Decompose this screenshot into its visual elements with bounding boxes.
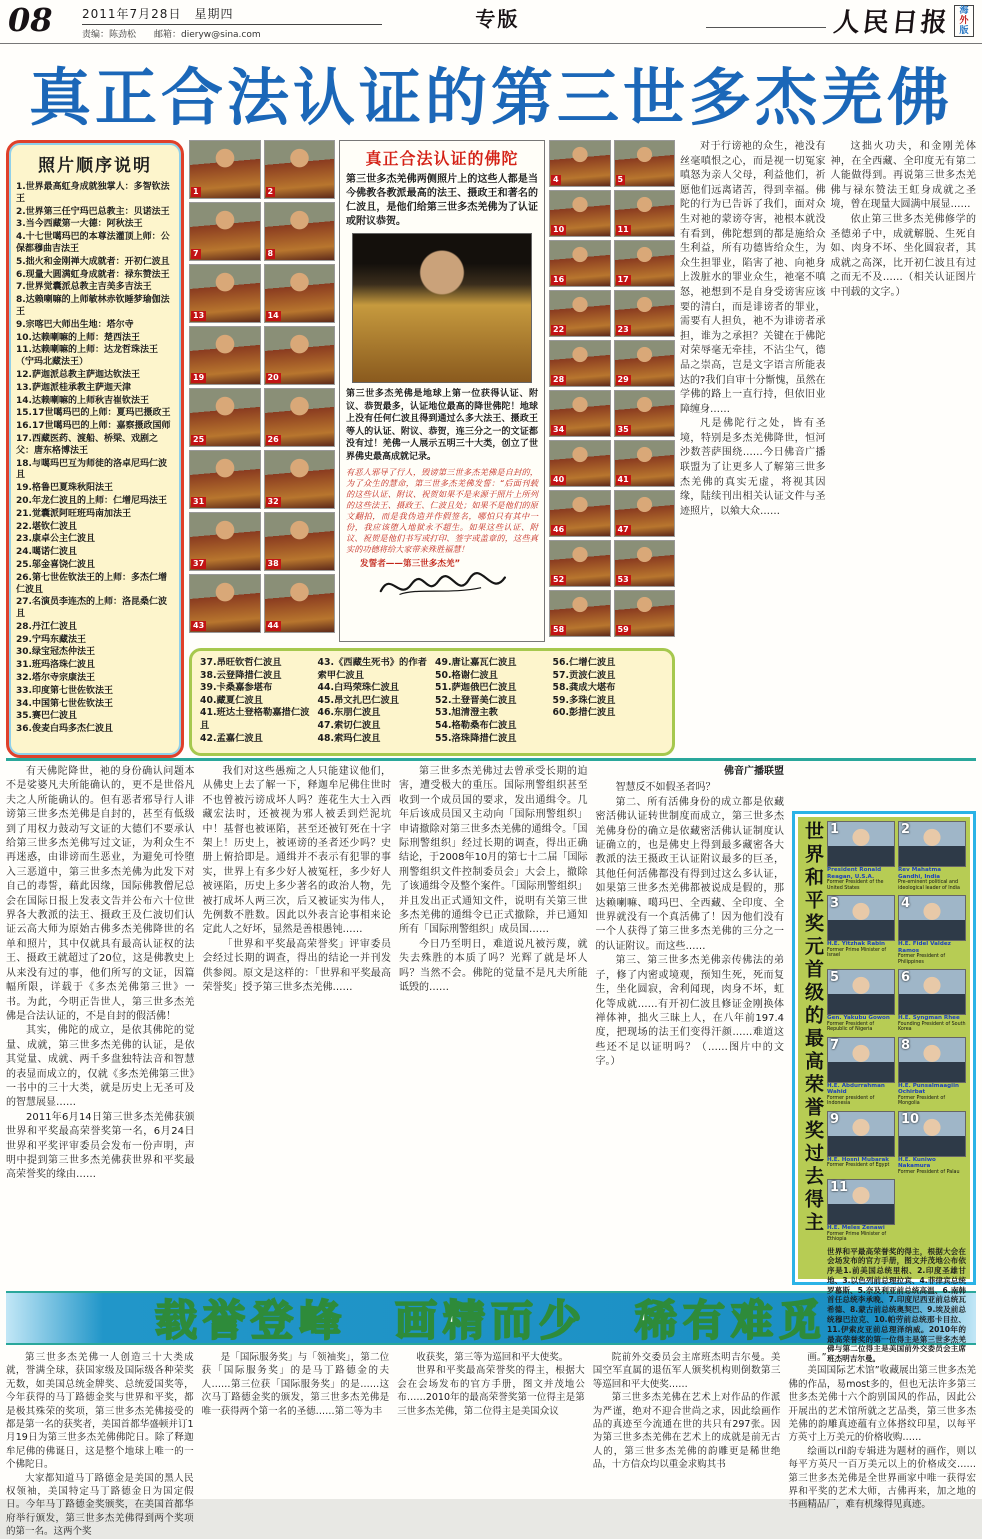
photo-order-item: 5.拙火和金刚禅大成就者：开初仁波且 <box>16 256 170 267</box>
byline: 佛音广播联盟 <box>724 766 784 777</box>
leader-photo <box>898 1037 966 1083</box>
leader-entry <box>898 1037 966 1108</box>
photo-order-item: 41.班达土登格勒嘉措仁波且 <box>200 707 310 731</box>
photo-number-badge: 11 <box>617 225 629 234</box>
photo-order-item: 38.云登降措仁波且 <box>200 669 282 681</box>
bottom-banner-text: 载誉登峰 画精而少 稀有难觅 <box>154 1296 827 1345</box>
photo-order-item: 4.十七世噶玛巴的本尊法灌顶上师：公保都穆曲吉法王 <box>16 232 170 254</box>
peace-box-caption: 世界和平最高荣誉奖的得主，根据大会在会场发布的官方手册，图文并茂地公布依序是1.前美国总统里根、2.印度圣雄甘地、3.以色列前总理拉宾、4.菲律宾总统罗慕斯、5.奈及利亚前总统高温、6.南韩首任总统李承晚、7.印度尼西亚前总统瓦希德、8.蒙古前总统奥契巴、9.埃及前总统穆巴拉克、10.帕劳前总统那卡目拉、11.伊索皮亚前总理泽纳威。2010年的最高荣誉奖的第一位得主是第三世多杰羌佛与第二位得主是美国前外交委员会主席班杰明吉尔曼。 <box>827 1246 966 1364</box>
photo-number-badge: 34 <box>553 425 565 434</box>
photo-thumbnail <box>189 388 261 447</box>
leader-entry <box>827 895 895 966</box>
photo-order-item: 55.洛珠降措仁波且 <box>435 732 517 744</box>
photo-thumbnail <box>614 240 676 287</box>
article-column-top-1 <box>680 140 826 758</box>
photo-number-badge: 16 <box>553 275 565 284</box>
photo-number-badge: 22 <box>553 325 565 334</box>
peace-box-body <box>827 821 966 1364</box>
leader-number: 6 <box>901 970 911 985</box>
leader-number: 2 <box>901 822 911 837</box>
photo-thumbnail <box>614 340 676 387</box>
article-column-bottom-4 <box>593 1351 781 1489</box>
photo-order-item: 19.格鲁巴夏珠秋阳法王 <box>16 483 113 494</box>
photo-order-item: 23.康卓公主仁波且 <box>16 534 95 545</box>
photo-order-item: 54.格勒桑布仁波且 <box>435 719 517 731</box>
masthead-rule <box>706 27 826 28</box>
photo-thumbnail <box>189 450 261 509</box>
leader-entry <box>827 1037 895 1108</box>
article-paragraph: 第二、所有活佛身份的成立都是依藏密活佛认证转世制度而成立，第三世多杰羌佛身份的确立是依藏密活佛认证制度认证确立的，也是佛史上得到最多藏密各大教派的法王摄政王认证附议最多的巨圣，其他任何活佛都没有得到过这么多认证，如果第三世多杰羌佛都被说成是假的，那达赖喇嘛、噶玛巴、全西藏、全印度、全世界就没有一个真活佛了！因为他们没有一个人获得了第三世多杰羌佛的三分之一的认证附议。而这些…… <box>595 796 784 952</box>
badge-char: 海 <box>959 5 969 16</box>
leader-number: 3 <box>830 896 840 911</box>
photo-order-item: 43.《西藏生死书》的作者索甲仁波且 <box>317 657 427 681</box>
masthead <box>706 2 974 39</box>
leader-name: H.E. Fidel Valdez Ramos <box>898 941 951 954</box>
photo-order-item: 16.17世噶玛巴的上师：嘉察摄政国师 <box>16 421 171 432</box>
photo-number-badge: 59 <box>617 625 629 634</box>
certification-title: 真正合法认证的佛陀 <box>365 149 519 168</box>
photo-number-badge: 10 <box>553 225 565 234</box>
photo-number-badge: 53 <box>617 575 629 584</box>
photo-order-item: 51.萨迦俄巴仁波且 <box>435 682 517 694</box>
article-paragraph: 这拙火功夫，和金刚羌体神，在全西藏、全印度无有第二人能做得到。再说第三世多杰羌佛与禄东赞法王虹身成就之圣境，曾在现量大圆满中展显…… <box>830 141 976 211</box>
photo-number-badge: 44 <box>267 621 279 630</box>
article-paragraph-group <box>596 781 785 1069</box>
article-paragraph: 世界和平奖最高荣誉奖的得主，根据大会在会场发布的官方手册，图文并茂地公布……2010年的最高荣誉奖第一位得主是第三世多杰羌佛，第二位得主是美国众议 <box>397 1365 585 1417</box>
photo-number-badge: 35 <box>617 425 629 434</box>
photo-thumbnail <box>264 450 336 509</box>
peace-box-title: 世界和平奖元首级的最高荣誉奖过去得主 <box>802 821 824 1235</box>
leader-title: Former Prime Minister of Israel <box>827 947 887 958</box>
photo-order-item: 34.中国第七世佐钦法王 <box>16 698 113 709</box>
photo-order-item: 45.昂文扎巴仁波且 <box>317 694 400 706</box>
article-paragraph: 今日乃至明日，难道说凡被污蔑，就失去殊胜的本质了吗？光辉了就是坏人吗？当然不会。佛陀的觉量不是凡夫所能诋毁的…… <box>399 938 588 994</box>
photo-order-item: 25.邬金喜饶仁波且 <box>16 559 95 570</box>
leader-title: Former President of Republic of Nigeria <box>827 1021 875 1032</box>
leader-entry <box>898 895 966 966</box>
photo-order-item: 2.世界第三任宁玛巴总教主：贝诺法王 <box>16 206 170 217</box>
photo-thumbnail <box>614 390 676 437</box>
photo-thumbnail <box>614 590 676 637</box>
photo-order-item: 18.与噶玛巴互为师徒的洛卓尼玛仁波且 <box>16 458 167 481</box>
photo-thumbnail <box>264 388 336 447</box>
photo-order-item: 17.西藏医药、渡船、桥梁、戏剧之父：唐东格博法王 <box>16 433 158 456</box>
photo-number-badge: 40 <box>553 475 565 484</box>
leader-photo <box>827 969 895 1015</box>
photo-order-item: 27.名演员李连杰的上师：洛昆桑仁波且 <box>16 597 167 620</box>
leader-number: 9 <box>830 1111 840 1127</box>
leader-name: H.E. Syngman Rhee <box>898 1015 960 1021</box>
header-rule <box>82 24 382 25</box>
leader-name: President Ronald Reagan, U.S.A. <box>827 867 882 880</box>
article-column-bottom-1 <box>6 1351 194 1538</box>
photo-order-item: 47.索切仁波且 <box>317 719 381 731</box>
leader-entry <box>827 821 895 892</box>
photo-thumbnail <box>549 540 611 587</box>
leader-entry <box>827 1111 895 1177</box>
photo-number-badge: 43 <box>193 621 205 630</box>
leader-entry <box>827 1179 895 1244</box>
article-column-bottom-3 <box>397 1351 585 1489</box>
photo-order-item: 58.龚成大堪布 <box>552 682 616 694</box>
photo-number-badge: 32 <box>267 497 279 506</box>
oath-text: 有恶人邪导了行人，毁谤第三世多杰羌佛是自封的，为了众生的慧命，第三世多杰羌佛发誓：“后面刊载的这些认证、附议、祝贺如果不是来源于照片上所列的这些法王、摄政王、仁波且处；如果不是他们的原文翻拍，而是我伪造并作假签名，哪怕只有其中一份，我应该堕入地狱永不超生。如果这些认证、附议、祝贺是他们书写或打印、签字或盖章的，这些真实的功德将给大家带来殊胜褔慧！ <box>346 467 538 554</box>
certification-box <box>339 140 545 642</box>
article-paragraph: 凡是佛陀行之处，皆有圣境，特别是多杰羌佛降世，恒河沙数菩萨围绕……今日佛音广播联盟为了让更多人了解第三世多杰羌佛的真实无虚，将视其因缘，陆续刊出相关认证文件与圣迹照片，以飨大众…… <box>680 418 826 517</box>
article-paragraph: 院前外交委员会主席班杰明吉尔曼。美国空军直属的退伍军人颁奖机构则倒数第三等巡回和平大使奖…… <box>592 1352 781 1390</box>
photo-number-badge: 46 <box>553 525 565 534</box>
photo-order-item: 28.丹江仁波且 <box>16 621 77 632</box>
leader-name: H.E. Hosni Mubarak <box>827 1156 889 1163</box>
photo-number-badge: 23 <box>617 325 629 334</box>
photo-order-item: 24.噶诺仁波且 <box>16 547 77 558</box>
photo-number-badge: 37 <box>193 559 205 568</box>
leader-title: Former President of Egypt <box>827 1163 890 1168</box>
photo-order-item: 53.旭清澄主教 <box>435 707 498 719</box>
article-paragraph: 智慧反不如假圣者吗？ <box>615 782 716 794</box>
photo-thumbnail <box>549 340 611 387</box>
photo-number-badge: 17 <box>617 275 629 284</box>
article-column-mid-2 <box>203 765 392 1289</box>
photo-thumbnail <box>549 290 611 337</box>
photo-thumbnail <box>549 490 611 537</box>
photo-thumbnail <box>264 264 336 323</box>
world-peace-prize-inner <box>798 817 970 1364</box>
photo-number-badge: 26 <box>267 435 279 444</box>
article-paragraph: 有天佛陀降世，祂的身份确认问题本不是娑婆凡夫所能确认的，更不是世俗凡夫之人所能确认的。但有恶者邪导行人诽谤第三世多杰羌佛是自封的，甚至有低级到了用权力鼓动写文证的大德们不要承认给第三世多杰羌佛写过文证，为利众生不再迷惑，由诽谤而生恶业，为避免可怜堕入三恶道中，第三世多杰羌佛为此发下对自己的毒誓，藉此因缘，国际佛教僧尼总会在国际日报上发表文告并公布六十位世界各大教派的法王、摄政王及仁波切们认证云高大师为原始古佛多杰羌佛降世的名单和照片，其中仅就具有最高认证权的法王、摄政王就超过了20位，这是佛教史上从来没有过的事，他们所写的文证，因篇幅所限，详载于《多杰羌佛第三世》一书。为此，今明正告世人，第三世多杰羌佛是合法认证的，不是自封的假活佛！ <box>6 766 195 1022</box>
leader-name: Gen. Yakubu Gowon <box>827 1015 890 1021</box>
photo-order-item: 31.班玛洛珠仁波且 <box>16 660 95 671</box>
photo-order-item: 13.萨迦派桂承教主萨迦天津 <box>16 382 131 393</box>
article-column-bottom-5 <box>788 1351 976 1511</box>
numbered-col-2 <box>318 657 430 747</box>
photo-thumbnail <box>189 574 261 633</box>
photo-thumbnail <box>264 512 336 571</box>
photo-order-item: 12.萨迦派总教主萨迦达钦法王 <box>16 369 140 380</box>
leader-name: H.E. Punsalmaagiin Ochirbat <box>898 1082 959 1095</box>
article-column-mid-1 <box>6 765 195 1289</box>
photo-order-item: 39.卡桑嘉参堪布 <box>200 682 273 694</box>
world-peace-prize-box <box>792 811 976 1364</box>
page-header <box>0 0 982 44</box>
photo-order-item: 10.达赖喇嘛的上师：楚西法王 <box>16 332 140 343</box>
date-block <box>82 2 382 40</box>
photo-number-badge: 7 <box>193 249 199 258</box>
photo-thumbnail <box>264 326 336 385</box>
leader-number: 11 <box>830 1180 849 1195</box>
page-number: 08 <box>8 1 53 39</box>
article-paragraph: 第三世多杰羌佛一人创造三十大类成就，誉满全球，获国家级及国际级各种荣奖无数，如美国总统金牌奖、总统爱国奖等，今年获得的马丁路德金奖与世界和平奖，都是极其殊荣的奖项，第三世多杰羌佛接受的都是第一名的获奖者，美国首都华盛顿并订1月19日为第三世多杰羌佛佛陀日。除了释迦牟尼佛的佛诞日，这是整个地球上唯一的一个佛陀日。 <box>6 1352 194 1471</box>
leader-photo <box>827 1111 895 1157</box>
leader-photo <box>827 895 895 941</box>
photo-order-item: 11.达赖喇嘛的上师：达龙哲珠法王（宁玛北藏法王） <box>16 345 158 368</box>
article-column-mid-3 <box>399 765 588 1289</box>
photo-strip-left <box>189 140 335 642</box>
leader-number: 8 <box>901 1037 911 1053</box>
oath-signer: 发誓者——第三世多杰羌” <box>360 559 461 569</box>
photo-order-item: 36.俊麦白玛多杰仁波且 <box>16 724 113 735</box>
leader-title: Former Prime Minister of Ethiopia <box>827 1231 887 1242</box>
leader-entry <box>827 969 895 1034</box>
photo-order-item: 44.白玛荣珠仁波且 <box>317 682 400 694</box>
leader-photo <box>898 969 966 1015</box>
photo-order-item: 35.赛巴仁波且 <box>16 711 77 722</box>
leader-number: 1 <box>830 822 840 837</box>
photo-number-badge: 20 <box>267 373 279 382</box>
photo-thumbnail <box>549 440 611 487</box>
photo-thumbnail <box>549 590 611 637</box>
photo-strip-right <box>549 140 675 642</box>
leader-photo <box>827 821 895 867</box>
leader-title: Former President of the United States <box>827 880 884 891</box>
photo-order-item: 8.达赖喇嘛的上师敏林赤钦睡梦瑜伽法王 <box>16 295 170 317</box>
article-paragraph: 对于行谤祂的众生，祂没有丝毫嗔恨之心，而是视一切冤家嗔怒为亲人父母，利益他们，祈愿他们远离诸苦，得到幸福。佛陀的行为已告诉了我们，面对众生对祂的蒙谤夺害，祂根本就没有看到，佛陀想到的都是施给众生利益，所有功德皆给众生，为众生担罪业，陷害了祂、向祂身上泼脏水的罪业众生，祂毫不嗔怒，祂想到不是自身受谤害应该要的清白，而是诽谤者的罪业，需要有人担负，祂不为诽谤者承担，谁为之承担？关键在于佛陀对荣辱毫无牵挂，不沾尘气，德品之崇高，岂是文字语言所能表达的?我们自审十分惭愧，虽然在学佛的路上一直行持，但依旧业障缠身…… <box>680 141 826 415</box>
photo-order-item: 26.第七世佐钦法王的上师：多杰仁增仁波且 <box>16 572 167 595</box>
photo-thumbnail <box>614 540 676 587</box>
photo-order-item: 22.堪钦仁波且 <box>16 521 77 532</box>
article-paragraph: 绘画以ril韵专辑进为题材的画作，则以每平方英尺一百万美元以上的价格成交……第三世多杰羌佛是全世界画家中唯一获得宏界和平奖的艺术大师，古佛再来，加之地的书画精品厂，难有机缘得见真迹。 <box>788 1445 976 1511</box>
article-paragraph: 第三、第三世多杰羌佛亲传佛法的弟子，修了内密或境观，预知生死，死而复生，坐化圆寂，舍利闻现，肉身不坏，虹化等成就……有开初仁波且修证金刚换体禅体神，拙火三昧上人，在八年前197.4度，把现场的法王们变得汗颜……难道这些还不足以证明吗？（……图片中的文字。） <box>595 955 784 1068</box>
photo-number-badge: 4 <box>553 175 559 184</box>
editor-line: 责编：陈劲松 邮箱：dieryw@sina.com <box>82 30 261 40</box>
leader-photo <box>898 895 966 941</box>
photo-order-item: 14.达赖喇嘛的上师秋吉崔钦法王 <box>16 395 149 406</box>
leader-name: H.E. Meles Zenawi <box>827 1225 885 1231</box>
photo-order-item: 1.世界最高虹身成就独掌人：多智钦法王 <box>16 182 170 204</box>
photo-number-badge: 28 <box>553 375 565 384</box>
photo-order-item: 49.唐让嘉瓦仁波且 <box>435 657 517 668</box>
photo-order-item: 50.格谢仁波且 <box>435 669 498 681</box>
leader-name: H.E. Yitzhak Rabin <box>827 941 886 947</box>
photo-order-title: 照片顺序说明 <box>38 156 152 176</box>
article-paragraph: 2011年6月14日第三世多杰羌佛获颁世界和平奖最高荣誉奖第一名，6月24日世界和平奖评审委员会发布一份声明，声明中提到第三世多杰羌佛获世界和平奖最高荣誉奖的缘由…… <box>6 1111 195 1181</box>
photo-thumbnail <box>264 574 336 633</box>
photo-order-item: 32.塔尔寺宗康法王 <box>16 673 95 684</box>
photo-zone <box>189 140 675 758</box>
photo-thumbnail <box>549 190 611 237</box>
photo-order-item: 7.世界觉囊派总教主吉美多吉法王 <box>16 282 152 293</box>
numbered-col-1 <box>200 657 312 747</box>
photo-order-item: 60.彭措仁波且 <box>552 707 616 719</box>
photo-number-badge: 52 <box>553 575 565 584</box>
article-paragraph: 「世界和平奖最高荣誉奖」评审委员会经过长期的调查，得出的结论一并刊发供参阅。原文是这样的：「世界和平奖最高荣誉奖」授予第三世多杰羌佛…… <box>202 938 391 994</box>
photo-thumbnail <box>549 140 611 187</box>
photo-thumbnail <box>264 202 336 261</box>
article-column-bottom-2 <box>202 1351 390 1489</box>
numbered-col-3 <box>435 657 547 747</box>
photo-thumbnail <box>189 512 261 571</box>
article-paragraph: 画。” <box>807 1352 827 1363</box>
leader-title: Former President of Mongolia <box>898 1095 946 1106</box>
photo-number-badge: 25 <box>193 435 205 444</box>
photo-thumbnail <box>189 264 261 323</box>
article-paragraph: 收获奖，第三等为巡回和平大使奖。 <box>416 1352 569 1363</box>
date-line: 2011年7月28日 星期四 <box>82 7 234 21</box>
photo-order-item: 6.现量大圆满虹身成就者：禄东赞法王 <box>16 269 170 280</box>
photo-number-badge: 8 <box>267 249 274 258</box>
photo-number-badge: 13 <box>193 311 205 320</box>
photo-thumbnail <box>189 202 261 261</box>
photo-order-item: 33.印度第七世佐钦法王 <box>16 685 113 696</box>
leader-photo <box>827 1037 895 1083</box>
leader-entry <box>898 1111 966 1177</box>
photo-number-badge: 41 <box>617 475 629 484</box>
photo-thumbnail <box>614 440 676 487</box>
leader-photo <box>898 1111 966 1157</box>
photo-order-item: 56.仁增仁波且 <box>552 657 616 668</box>
article-column-mid-4 <box>596 765 785 1289</box>
photo-order-item: 57.贡波仁波且 <box>552 669 616 681</box>
photo-thumbnail <box>549 240 611 287</box>
badge-char: 版 <box>959 25 969 36</box>
certification-intro: 第三世多杰羌佛两侧照片上的这些人都是当今佛教各教派最高的法王、摄政王和著名的仁波且，是他们给第三世多杰羌佛为了认证或附议恭贺。 <box>346 174 538 227</box>
photo-order-item: 20.年龙仁波且的上师：仁增尼玛法王 <box>16 495 167 506</box>
leader-title: Former President of Philippines <box>898 954 946 965</box>
leader-photo <box>898 821 966 867</box>
leader-title: Founding President of South Korea <box>898 1021 966 1032</box>
photo-number-badge: 19 <box>193 373 205 382</box>
photo-number-badge: 14 <box>267 311 279 320</box>
leaders-grid <box>827 821 966 1244</box>
photo-thumbnail <box>614 140 676 187</box>
photo-thumbnail <box>264 140 336 199</box>
photo-order-item: 37.昂旺钦哲仁波且 <box>200 657 282 668</box>
photo-number-badge: 47 <box>617 525 629 534</box>
numbered-col-4 <box>553 657 665 747</box>
edition-badge <box>954 5 974 37</box>
leader-entry <box>898 821 966 892</box>
buddha-portrait-photo <box>352 233 532 383</box>
leader-title: Pre-eminent political and ideological leader of India <box>898 880 960 891</box>
leader-entry <box>898 969 966 1034</box>
photo-order-item: 9.宗喀巴大师出生地：塔尔寺 <box>16 319 134 330</box>
leader-number: 4 <box>901 896 911 911</box>
article-paragraph: 是「国际服务奖」与「领袖奖」，第二位获「国际服务奖」的是马丁路德金的夫人……第三位获「国际服务奖」的是……这次马丁路德金奖的颁发，第三世多杰羌佛是唯一获得两个第一名的圣德……第二等为丰 <box>201 1352 390 1417</box>
certification-body: 第三世多杰羌佛是地球上第一位获得认证、附议、恭贺最多，认证地位最高的降世佛陀！地球上没有任何仁波且得到通过么多大法王、摄政王等人的认证、附议、恭贺，连三分之一的文证都没有过！羌佛一人展示五明三十大类，创立了世界佛史最高成就记录。 <box>346 389 538 462</box>
photo-order-item: 52.土登晋美仁波且 <box>435 694 517 706</box>
photo-thumbnail <box>549 390 611 437</box>
leader-title: Former President of Palau <box>898 1169 960 1175</box>
masthead-title: 人民日报 <box>832 8 952 38</box>
photo-thumbnail <box>614 290 676 337</box>
leader-number: 10 <box>901 1111 920 1127</box>
leader-name: H.E. Kuniwo Nakamura <box>898 1156 936 1169</box>
leader-photo <box>827 1179 895 1225</box>
photo-number-badge: 1 <box>193 187 199 196</box>
photo-order-item: 15.17世噶玛巴的上师：夏玛巴摄政王 <box>16 408 171 419</box>
article-paragraph: 第三世多杰羌佛过去曾承受长期的迫害，遭受极大的重压。国际刑警组织甚至收到一个成员国的要求，发出通缉令。几年后该成员国又主动向「国际刑警组织」申请撤除对第三世多杰羌佛的通缉令。「国际刑警组织」经过长期的调查，得出正确结论，于2008年10月的第七十二届「国际刑警组织文件控制委员会」大会上，撤除了该通缉令及整个案件。「国际刑警组织」并且发出正式通知文件，说明有关第三世多杰羌佛的通缉令已正式撤除，并已通知所有「国际刑警组织」成员国…… <box>399 766 588 936</box>
top-section <box>0 140 982 758</box>
article-paragraph: 我们对这些愚痴之人只能建议他们，从佛史上去了解一下，释迦牟尼佛住世时不也曾被污谤成坏人吗？莲花生大士入西藏宏法时，还被视为邪人被丢到烂泥坑中！基督也被诬陷，甚至还被钉死在十字架上！历史上，被诬谤的圣者还少吗？史册上俯拾即是。通缉并不表示有犯罪的事实，世界上有多少好人被冤枉，多少好人被诬陷，历史上多少著名的政治人物，先被打成坏人两三次，后又被证实为伟人，先例数不胜数。因此以外表言论事相来论定此人之好坏，显然是善根愚钝…… <box>202 766 391 936</box>
photo-number-badge: 29 <box>617 375 629 384</box>
photo-order-item: 48.索玛仁波且 <box>317 732 381 744</box>
leader-name: Rev Mahatma Gandhi, India <box>898 867 942 880</box>
photo-thumbnail <box>614 190 676 237</box>
photo-thumbnail <box>614 490 676 537</box>
photo-order-box <box>6 140 184 758</box>
photo-number-badge: 58 <box>553 625 565 634</box>
article-paragraph: 大家都知道马丁路德金是美国的黑人民权领袖，美国特定马丁路德金日为国定假日。今年马丁路德金奖颁奖，在美国首都华府举行颁发，第三世多杰羌佛得到两个奖项的第一名。这两个奖 <box>6 1472 194 1538</box>
leader-number: 5 <box>830 970 840 985</box>
photo-thumbnail <box>189 140 261 199</box>
photo-number-badge: 31 <box>193 497 205 506</box>
photo-order-item: 29.宁玛东藏法王 <box>16 634 86 645</box>
main-headline: 真正合法认证的第三世多杰羌佛 <box>28 60 953 134</box>
article-column-top-2 <box>831 140 977 758</box>
leader-number: 7 <box>830 1037 840 1053</box>
photo-order-item: 40.藏夏仁波且 <box>200 694 263 706</box>
photo-order-item: 21.觉囊派阿旺班玛南加法王 <box>16 508 131 519</box>
article-paragraph: 其实，佛陀的成立，是依其佛陀的觉量、成就，第三世多杰羌佛的认证，是依其觉量、成就、两千多盘独特法音和智慧的表显而成立的，仅就《多杰羌佛第三世》一书中的三十大类，就是历史上无圣可及的智慧展显…… <box>6 1025 195 1109</box>
photo-order-item: 3.当今西藏第一大德：阿秋法王 <box>16 219 143 230</box>
article-paragraph: 依止第三世多杰羌佛修学的圣德弟子中，成就解脱、生死自如、肉身不坏、坐化圆寂者，其成就之高深，比开初仁波且有过之而无不及……（相关认证图片中刊载的文字。） <box>830 213 976 298</box>
photo-order-list <box>16 182 174 736</box>
leader-title: Former president of Indonesia <box>827 1095 875 1106</box>
article-paragraph: 第三世多杰羌佛在艺术上对作品的作派为严谨，绝对不迎合世尚之求，因此绘画作品的真迹至今流通在世的共只有297张。因为第三世多杰羌佛在艺术上的成就是前无古人的，第三世多杰羌佛的韵雕更是稀世绝品，十方信众均以重金求购其书 <box>592 1392 781 1471</box>
photo-order-item: 42.孟嘉仁波且 <box>200 732 263 744</box>
photo-order-item: 59.多珠仁波且 <box>552 694 616 706</box>
photo-order-item: 46.东朋仁波且 <box>317 707 381 719</box>
section-label: 专版 <box>475 7 520 31</box>
photo-grid-row <box>189 140 675 642</box>
badge-char: 外 <box>959 15 969 26</box>
photo-thumbnail <box>189 326 261 385</box>
leader-name: H.E. Abdurrahman Wahid <box>827 1082 885 1095</box>
photo-number-badge: 2 <box>267 187 274 196</box>
photo-number-badge: 5 <box>617 175 624 184</box>
signature-scribble <box>367 569 517 603</box>
photo-order-box-37-60 <box>189 648 675 756</box>
photo-order-item: 30.绿宝冠杰仲法王 <box>16 647 95 658</box>
article-paragraph: 美国国际艺术馆”收藏展出第三世多杰羌佛的作品，易most多的，但也无法许多第三世多杰羌佛十六个韵别国风的作品，因此公开展出的艺术馆所就之艺品类，第三世多杰羌佛的韵雕真迹蕴有立体搭纹印星，以每平方英寸上万美元的价格收购…… <box>788 1365 976 1444</box>
photo-number-badge: 38 <box>267 559 279 568</box>
bottom-section <box>0 1347 982 1538</box>
